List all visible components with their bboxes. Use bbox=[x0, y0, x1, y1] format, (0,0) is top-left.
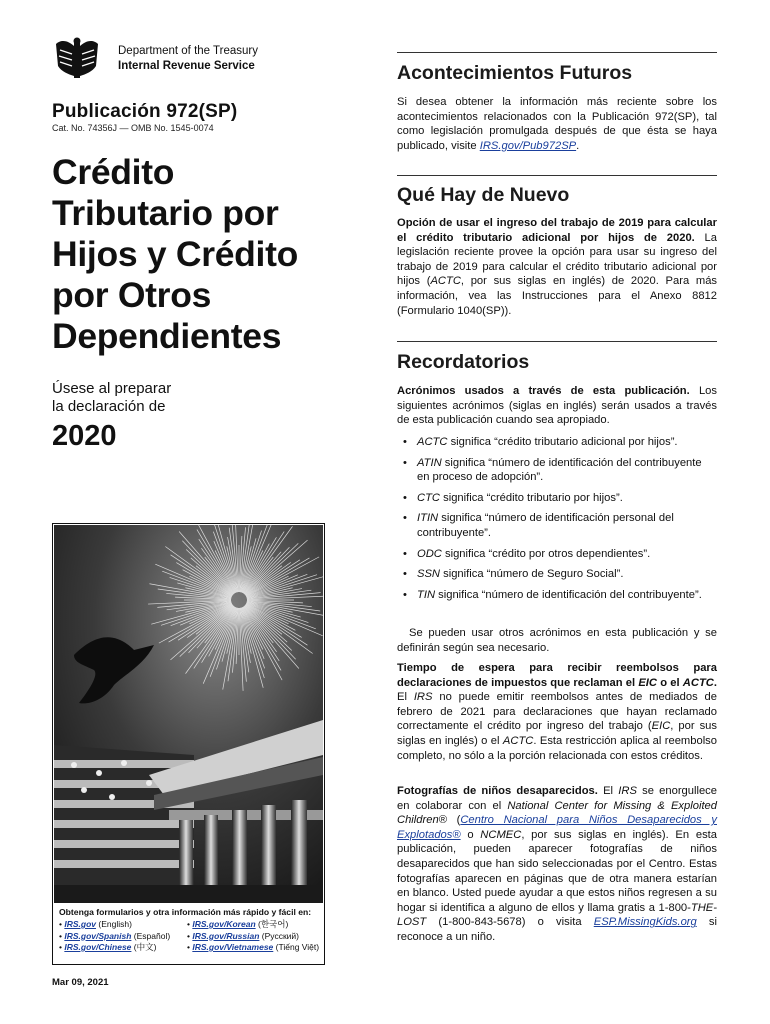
link-language: (Русский) bbox=[259, 930, 299, 941]
link-language: (한국어) bbox=[255, 919, 289, 929]
use-line: la declaración de bbox=[52, 398, 166, 415]
title-line: Hijos y Crédito bbox=[52, 234, 299, 274]
abbr: EIC bbox=[638, 676, 657, 689]
abbr: ACTC bbox=[417, 436, 448, 448]
acronym-list bbox=[397, 435, 717, 608]
definition: significa “crédito tributario adicional por hijos”. bbox=[447, 436, 678, 448]
bold-lead: Fotografías de niños desaparecidos. bbox=[397, 785, 598, 797]
list-item: • ODC significa “crédito por otros dependientes”. bbox=[403, 547, 651, 560]
section-divider bbox=[397, 52, 717, 53]
forms-link-item: • IRS.gov/Korean (한국어) bbox=[187, 919, 289, 929]
abbr: ACTC bbox=[502, 734, 534, 747]
forms-link-item: • IRS.gov/Chinese (中文) bbox=[59, 942, 157, 952]
text-run: La legislación reciente provee la opción para usar su ingreso del trabajo de 2019 para calcular el crédito tributario adicional por hijos ( bbox=[397, 231, 717, 288]
fireworks-eagle-flag-building-image bbox=[54, 525, 323, 903]
future-developments-heading: Acontecimientos Futuros bbox=[397, 62, 633, 84]
text-run: ( bbox=[446, 814, 461, 827]
abbr: CTC bbox=[417, 491, 440, 504]
irs-gov-korean-link[interactable]: IRS.gov/Korean bbox=[192, 919, 256, 929]
irs-eagle-logo-icon bbox=[52, 36, 102, 82]
definition: significa “número de identificación del contribuyente”. bbox=[435, 588, 702, 601]
text-run: Si desea obtener la información más reciente sobre los acontecimientos relacionados con la Publicación 972(SP), tal como legislación promulgada después de que ésta se haya publicado, visite bbox=[397, 96, 717, 152]
text-run: Los siguientes acrónimos (siglas en inglés) serán usados a través de esta publicación cuando sea apropiado. bbox=[397, 385, 717, 427]
abbr: IRS bbox=[413, 691, 433, 704]
list-item: • SSN significa “número de Seguro Social”. bbox=[403, 568, 624, 581]
list-item: • TIN significa “número de identificación del contribuyente”. bbox=[403, 588, 702, 601]
definition: significa “número de identificación personal del contribuyente”. bbox=[417, 512, 674, 539]
publication-number: Publicación 972(SP) bbox=[52, 101, 238, 122]
revision-date: Mar 09, 2021 bbox=[52, 977, 109, 988]
title-line: Crédito bbox=[52, 152, 175, 192]
text-run: no puede emitir reembolsos antes de mediados de febrero de 2021 para declaraciones que hayan reclamado correctamente el crédito por ingreso del trabajo ( bbox=[397, 691, 717, 733]
abbr: ODC bbox=[417, 547, 442, 560]
text-run: se enorgullece en colaborar con el bbox=[397, 785, 717, 812]
link-language: (中文) bbox=[131, 942, 157, 952]
list-item: • ITIN significa “número de identificación personal del contribuyente”. bbox=[403, 512, 674, 539]
ncmec-spanish-link[interactable]: Centro Nacional para Niños Desaparecidos y Explotados® bbox=[397, 814, 717, 841]
abbr: ITIN bbox=[417, 512, 439, 525]
abbr: NCMEC bbox=[480, 828, 522, 841]
link-language: (Español) bbox=[131, 930, 171, 941]
abbr: IRS bbox=[618, 785, 637, 797]
definition: significa “número de identificación del contribuyente en proceso de adopción”. bbox=[417, 456, 702, 484]
text-run: El bbox=[397, 691, 414, 704]
whats-new-text bbox=[397, 216, 717, 318]
forms-link-item: • IRS.gov (English) bbox=[59, 919, 132, 929]
use-for-note bbox=[52, 380, 171, 416]
title-line: Tributario por bbox=[52, 193, 279, 233]
abbr: ACTC bbox=[430, 275, 461, 288]
abbr: ACTC bbox=[682, 676, 714, 689]
section-divider bbox=[397, 341, 717, 342]
abbr: TIN bbox=[417, 588, 436, 601]
acronyms-intro bbox=[397, 384, 717, 428]
definition: significa “crédito por otros dependientes”. bbox=[441, 547, 651, 560]
text-run: . bbox=[576, 139, 580, 152]
text-run: El bbox=[597, 785, 619, 797]
forms-col-right bbox=[187, 919, 320, 954]
abbr: SSN bbox=[417, 568, 441, 581]
irs-gov-vietnamese-link[interactable]: IRS.gov/Vietnamese bbox=[192, 942, 274, 952]
future-developments-text bbox=[397, 95, 717, 153]
title-line: por Otros bbox=[52, 275, 212, 315]
text-run: si reconoce a un niño. bbox=[397, 916, 718, 943]
tax-year: 2020 bbox=[52, 420, 117, 452]
cover-image-box bbox=[52, 523, 325, 965]
agency-block bbox=[118, 44, 258, 74]
whats-new-heading: Qué Hay de Nuevo bbox=[397, 184, 570, 206]
definition: significa “crédito tributario por hijos”. bbox=[440, 491, 623, 504]
title-line: Dependientes bbox=[52, 316, 282, 356]
phone-word: THE-LOST bbox=[397, 901, 717, 929]
irs-gov-link[interactable]: IRS.gov bbox=[64, 919, 96, 929]
text-run: , por sus siglas en inglés). En esta publicación, pueden aparecer fotografías de niños desaparecidos que han sido seleccionadas por el Centro. Estas fotografías aparecen en páginas que de otra manera estarían en blanco. Usted puede ayudar a que estos niños regresen a su hogar si identifica a alguno de ellos y llama gratis a 1-800- bbox=[397, 828, 717, 914]
irs-gov-chinese-link[interactable]: IRS.gov/Chinese bbox=[64, 942, 132, 952]
irs-gov-spanish-link[interactable]: IRS.gov/Spanish bbox=[64, 930, 132, 941]
definition: significa “número de Seguro Social”. bbox=[440, 568, 624, 581]
text-run: , por sus siglas en inglés) de 2020. Para más información, vea las Instrucciones para el Anexo 8812 (Formulario 1040(SP)). bbox=[397, 275, 718, 317]
use-line: Úsese al preparar bbox=[52, 380, 172, 397]
list-item: • ACTC significa “crédito tributario adicional por hijos”. bbox=[403, 436, 678, 448]
forms-col-left bbox=[59, 919, 179, 954]
pub972sp-link[interactable]: IRS.gov/Pub972SP bbox=[479, 139, 577, 152]
list-item: • CTC significa “crédito tributario por hijos”. bbox=[403, 491, 623, 504]
forms-link-item: • IRS.gov/Russian (Русский) bbox=[187, 930, 299, 941]
forms-heading: Obtenga formularios y otra información más rápido y fácil en: bbox=[59, 907, 312, 917]
link-language: (Tiếng Việt) bbox=[273, 942, 320, 952]
section-divider bbox=[397, 175, 717, 176]
abbr: ATIN bbox=[417, 456, 442, 469]
bold-lead: o el bbox=[656, 676, 683, 689]
forms-link-item: • IRS.gov/Vietnamese (Tiếng Việt) bbox=[187, 942, 320, 952]
org-name: National Center for Missing & Exploited Children® bbox=[397, 799, 717, 827]
refund-wait-text bbox=[397, 661, 717, 763]
list-item: • ATIN significa “número de identificación del contribuyente en proceso de adopción”. bbox=[403, 456, 702, 484]
catalog-number: Cat. No. 74356J — OMB No. 1545-0074 bbox=[52, 123, 214, 133]
text-run: . Esta restricción aplica al reembolso completo, no sólo a la porción relacionada con estos créditos. bbox=[397, 734, 717, 762]
reminders-heading: Recordatorios bbox=[397, 351, 530, 373]
forms-info-box bbox=[53, 904, 324, 964]
missing-children-text bbox=[397, 784, 717, 945]
other-acronyms-text: Se pueden usar otros acrónimos en esta publicación y se definirán según sea necesario. bbox=[397, 627, 717, 654]
irs-gov-russian-link[interactable]: IRS.gov/Russian bbox=[192, 930, 260, 941]
text-run: (1-800-843-5678) o visita bbox=[426, 916, 594, 929]
abbr: EIC bbox=[651, 720, 671, 733]
bold-lead: . bbox=[713, 676, 717, 689]
link-language: (English) bbox=[96, 919, 132, 929]
bold-lead: Acrónimos usados a través de esta publicación. bbox=[397, 385, 690, 397]
bold-lead: Tiempo de espera para recibir reembolsos para declaraciones de impuestos que reclaman el bbox=[397, 662, 717, 689]
publication-title bbox=[52, 152, 372, 357]
text-run: o bbox=[460, 828, 481, 841]
missingkids-link[interactable]: ESP.MissingKids.org bbox=[593, 916, 697, 929]
forms-link-item: • IRS.gov/Spanish (Español) bbox=[59, 930, 171, 941]
text-run: , por sus siglas en inglés) o el bbox=[397, 720, 717, 747]
department-name: Department of the Treasury bbox=[118, 45, 258, 57]
irs-name: Internal Revenue Service bbox=[118, 60, 255, 72]
bold-lead: Opción de usar el ingreso del trabajo de 2019 para calcular el crédito tributario adicional por hijos de 2020. bbox=[397, 217, 717, 244]
